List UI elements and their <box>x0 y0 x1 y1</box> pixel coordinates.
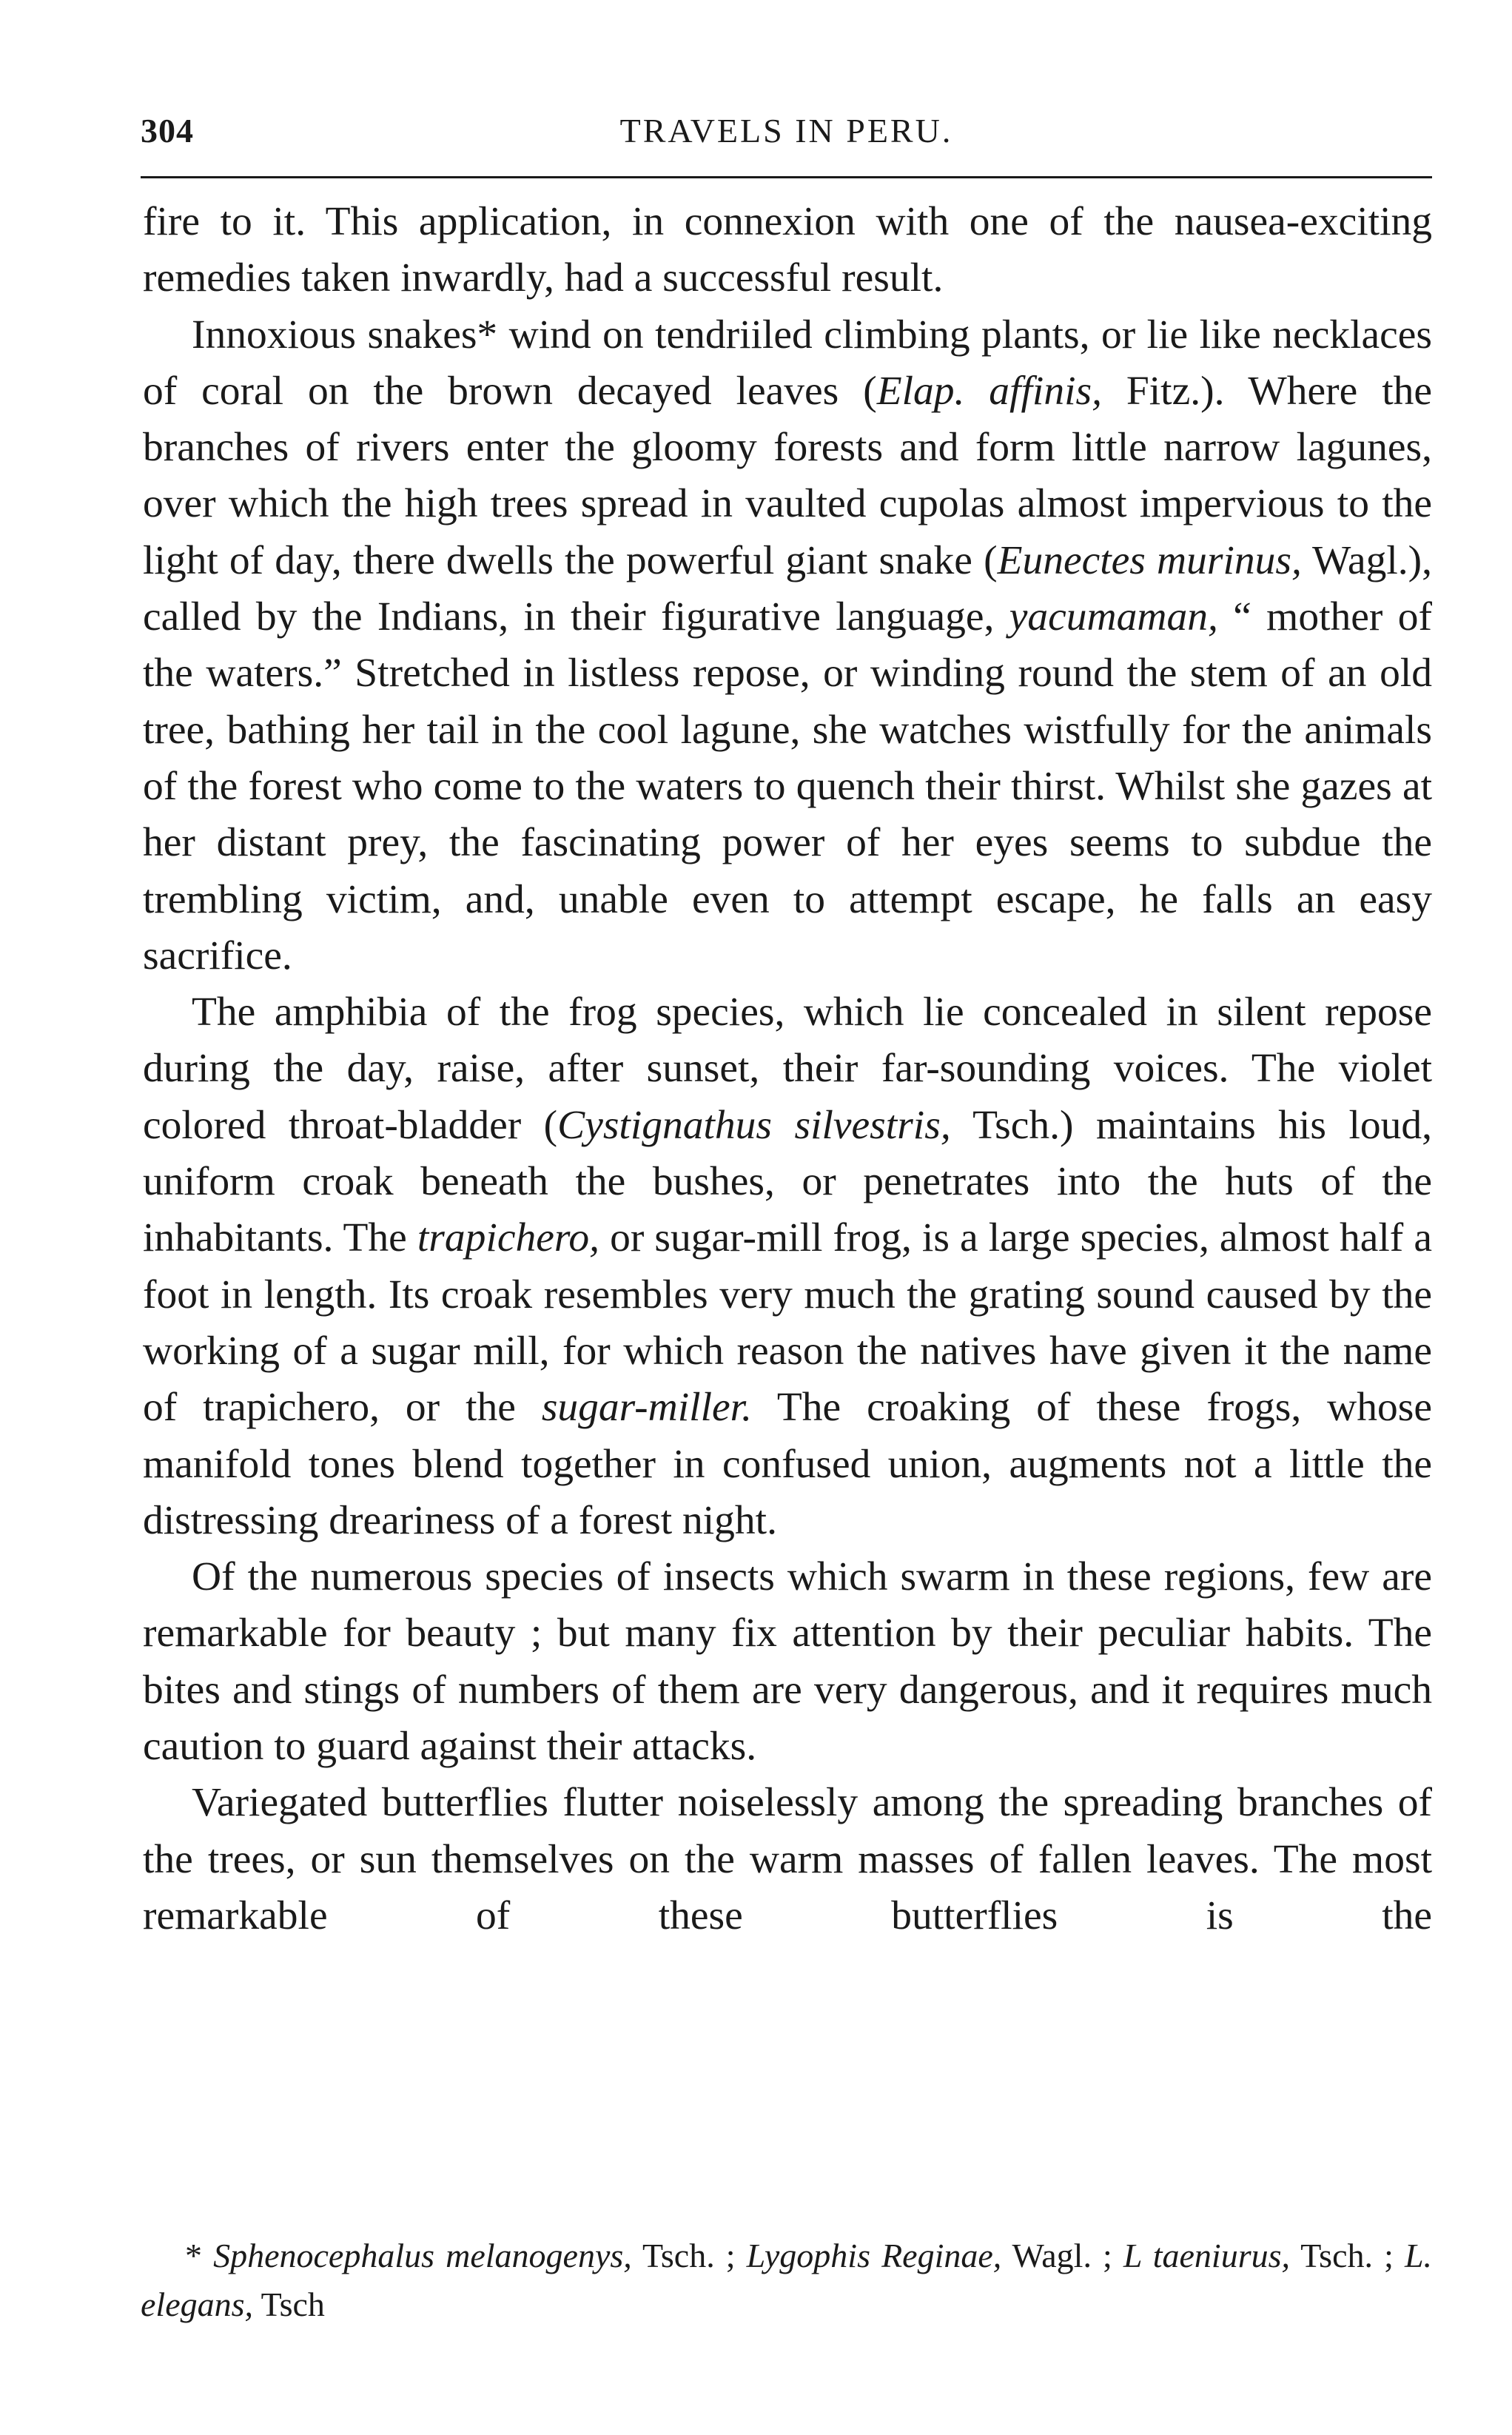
text-run: Wagl. ; <box>1001 2237 1123 2274</box>
running-title: TRAVELS IN PERU. <box>619 112 953 150</box>
species-name: Eunectes murinus, <box>997 537 1302 583</box>
text-run: Fitz.). Where the branches of rivers enter the gloomy forests and form little narrow lagunes, over which the high trees spread in vaulted cupolas almost impervious to the light of day, there dwells the powerful giant snake ( <box>143 368 1432 583</box>
paragraph-continuation <box>143 194 1432 307</box>
paragraph-insects <box>143 1549 1432 1775</box>
footnote-text <box>141 2231 1432 2329</box>
native-term: sugar-miller. <box>541 1385 752 1431</box>
text-run: “ mother of the waters.” Stretched in listless repose, or winding round the stem of an old tree, bathing her tail in the cool lagune, she watches wistfully for the animals of the forest who come to the waters to quench their thirst. Whilst she gazes at her distant prey, the fascinating power of her eyes seems to subdue the trembling victim, and, unable even to attempt escape, he falls an easy sacrifice. <box>143 594 1432 978</box>
footnote <box>141 2231 1432 2329</box>
native-term: trapichero, <box>417 1215 599 1261</box>
species-name: Lygophis Reginae, <box>746 2237 1002 2274</box>
footnote-mark: * <box>185 2237 214 2274</box>
text-run: The amphibia of the frog species, which lie concealed in silent repose during the day, raise, after sunset, their far-sounding voices. The violet colored throat-bladder ( <box>143 990 1432 1148</box>
text-run: Tsch.) maintains his loud, uniform croak beneath the bushes, or penetrates into the huts of the inhabitants. The <box>143 1102 1432 1261</box>
species-name: Sphenocephalus melanogenys, <box>213 2237 632 2274</box>
text-run: Wagl.), called by the Indians, in their figurative language, <box>143 537 1432 640</box>
paragraph-snakes <box>143 307 1432 985</box>
species-name: Cystignathus silvestris, <box>557 1102 951 1148</box>
paragraph-frogs <box>143 984 1432 1549</box>
text-run: Tsch. ; <box>1290 2237 1405 2274</box>
body-text <box>143 194 1432 1944</box>
native-term: yacumaman, <box>1009 594 1218 640</box>
species-name: L taeniurus, <box>1123 2237 1291 2274</box>
text-run: Variegated butterflies flutter noiselessly among the spreading branches of the trees, or sun themselves on the warm masses of fallen leaves. The most remarkable of these butterflies is the <box>143 1780 1432 1938</box>
text-run: or sugar-mill frog, is a large species, almost half a foot in length. Its croak resembles very much the grating sound caused by the working of a sugar mill, for which reason the natives have given it the name of trapichero, or the <box>143 1215 1432 1431</box>
text-run: Of the numerous species of insects which swarm in these regions, few are remarkable for beauty ; but many fix attention by their peculiar habits. The bites and stings of numbers of them are very dangerous, and it requires much caution to guard against their attacks. <box>143 1554 1432 1770</box>
species-name: Elap. affinis, <box>876 368 1102 414</box>
page-header <box>141 111 1432 155</box>
text-run: Tsch <box>253 2285 325 2323</box>
page-number: 304 <box>141 112 194 150</box>
header-rule <box>141 176 1432 178</box>
text-run: The croaking of these frogs, whose manifold tones blend together in confused union, augments not a little the distressing dreariness of a forest night. <box>143 1385 1432 1543</box>
paragraph-butterflies <box>143 1775 1432 1944</box>
text-run: fire to it. This application, in connexion with one of the nausea-exciting remedies taken inwardly, had a successful result. <box>143 199 1432 301</box>
text-run: Innoxious snakes* wind on tendriiled climbing plants, or lie like necklaces of coral on the brown decayed leaves ( <box>143 312 1432 414</box>
species-name: L. elegans, <box>141 2237 1433 2323</box>
text-run: Tsch. ; <box>631 2237 747 2274</box>
